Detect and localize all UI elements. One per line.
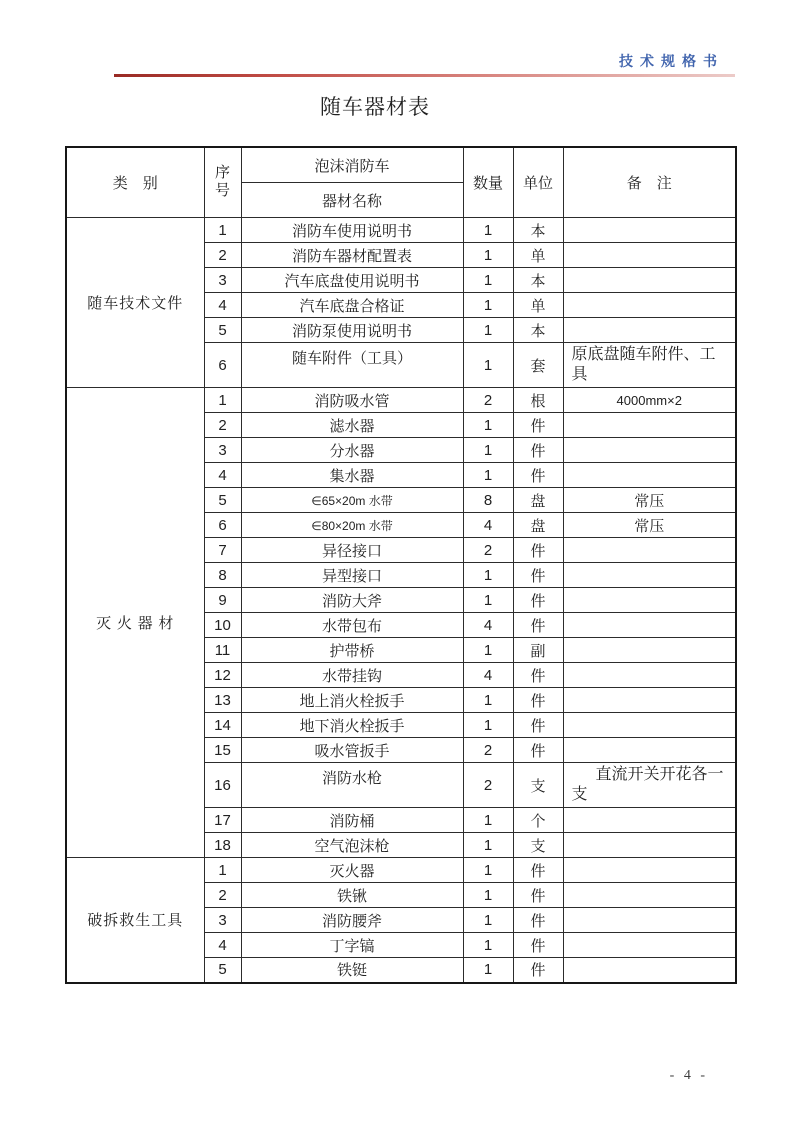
unit-cell: 件: [513, 908, 563, 933]
equipment-name-cell: 滤水器: [241, 413, 463, 438]
quantity-cell: 1: [463, 588, 513, 613]
unit-cell: 件: [513, 933, 563, 958]
table-row: [66, 388, 736, 413]
remark-cell: 常压: [563, 488, 736, 513]
remark-cell: [563, 438, 736, 463]
header-remark: 备 注: [563, 147, 736, 218]
equipment-name-cell: 消防桶: [241, 808, 463, 833]
equipment-name-cell: 消防腰斧: [241, 908, 463, 933]
quantity-cell: 1: [463, 293, 513, 318]
header-vehicle-type: 泡沫消防车: [241, 147, 463, 183]
equipment-name-cell: 吸水管扳手: [241, 738, 463, 763]
unit-cell: 套: [513, 343, 563, 388]
unit-cell: 件: [513, 958, 563, 983]
equipment-name-cell: 消防吸水管: [241, 388, 463, 413]
serial-cell: 9: [204, 588, 241, 613]
equipment-name-cell: 水带包布: [241, 613, 463, 638]
category-cell: 破拆救生工具: [66, 858, 204, 983]
quantity-cell: 4: [463, 613, 513, 638]
unit-cell: 副: [513, 638, 563, 663]
table-row: [66, 218, 736, 243]
unit-cell: 单: [513, 243, 563, 268]
serial-cell: 1: [204, 388, 241, 413]
equipment-name-cell: 护带桥: [241, 638, 463, 663]
equipment-name-cell: 集水器: [241, 463, 463, 488]
remark-cell: 原底盘随车附件、工具: [563, 343, 736, 388]
equipment-name-cell: 异型接口: [241, 563, 463, 588]
quantity-cell: 1: [463, 908, 513, 933]
unit-cell: 本: [513, 268, 563, 293]
header-category: 类 别: [66, 147, 204, 218]
serial-cell: 8: [204, 563, 241, 588]
unit-cell: 件: [513, 463, 563, 488]
remark-cell: [563, 933, 736, 958]
equipment-name-cell: 汽车底盘使用说明书: [241, 268, 463, 293]
quantity-cell: 1: [463, 343, 513, 388]
table-row: [66, 858, 736, 883]
serial-cell: 3: [204, 268, 241, 293]
serial-cell: 16: [204, 763, 241, 808]
quantity-cell: 1: [463, 833, 513, 858]
serial-cell: 5: [204, 958, 241, 983]
serial-cell: 5: [204, 318, 241, 343]
serial-cell: 3: [204, 438, 241, 463]
unit-cell: 件: [513, 413, 563, 438]
remark-cell: [563, 268, 736, 293]
remark-cell: [563, 588, 736, 613]
unit-cell: 本: [513, 318, 563, 343]
doc-type-label: 技术规格书: [619, 53, 724, 69]
unit-cell: 本: [513, 218, 563, 243]
unit-cell: 件: [513, 613, 563, 638]
quantity-cell: 2: [463, 738, 513, 763]
remark-cell: [563, 713, 736, 738]
serial-cell: 2: [204, 413, 241, 438]
quantity-cell: 1: [463, 563, 513, 588]
serial-cell: 12: [204, 663, 241, 688]
unit-cell: 件: [513, 563, 563, 588]
category-cell: 随车技术文件: [66, 218, 204, 388]
unit-cell: 个: [513, 808, 563, 833]
quantity-cell: 1: [463, 958, 513, 983]
header-serial-top: 序: [214, 165, 230, 182]
equipment-name-cell: 异径接口: [241, 538, 463, 563]
category-cell: 灭 火 器 材: [66, 388, 204, 858]
remark-cell: [563, 638, 736, 663]
equipment-name-cell: 铁铤: [241, 958, 463, 983]
equipment-name-cell: 汽车底盘合格证: [241, 293, 463, 318]
remark-cell: [563, 738, 736, 763]
header-row-top: [66, 147, 736, 183]
unit-cell: 件: [513, 858, 563, 883]
unit-cell: 件: [513, 438, 563, 463]
quantity-cell: 1: [463, 688, 513, 713]
serial-cell: 6: [204, 513, 241, 538]
remark-cell: 4000mm×2: [563, 388, 736, 413]
equipment-name-cell: 空气泡沫枪: [241, 833, 463, 858]
serial-cell: 4: [204, 933, 241, 958]
equipment-name-cell: 消防水枪: [241, 763, 463, 808]
remark-cell: [563, 243, 736, 268]
unit-cell: 件: [513, 688, 563, 713]
quantity-cell: 4: [463, 663, 513, 688]
quantity-cell: 2: [463, 763, 513, 808]
quantity-cell: 1: [463, 218, 513, 243]
remark-cell: [563, 463, 736, 488]
unit-cell: 根: [513, 388, 563, 413]
equipment-name-cell: 丁字镐: [241, 933, 463, 958]
serial-cell: 13: [204, 688, 241, 713]
quantity-cell: 1: [463, 318, 513, 343]
serial-cell: 2: [204, 883, 241, 908]
equipment-name-cell: 消防泵使用说明书: [241, 318, 463, 343]
serial-cell: 17: [204, 808, 241, 833]
quantity-cell: 1: [463, 883, 513, 908]
quantity-cell: 2: [463, 538, 513, 563]
unit-cell: 单: [513, 293, 563, 318]
header-equipment-name: 器材名称: [241, 183, 463, 218]
remark-cell: [563, 688, 736, 713]
remark-cell: [563, 833, 736, 858]
remark-cell: [563, 958, 736, 983]
unit-cell: 支: [513, 833, 563, 858]
equipment-name-cell: 分水器: [241, 438, 463, 463]
remark-cell: [563, 613, 736, 638]
quantity-cell: 1: [463, 438, 513, 463]
serial-cell: 15: [204, 738, 241, 763]
equipment-name-cell: 消防车器材配置表: [241, 243, 463, 268]
serial-cell: 3: [204, 908, 241, 933]
page-title: 随车器材表: [320, 95, 430, 119]
unit-cell: 件: [513, 538, 563, 563]
serial-cell: 2: [204, 243, 241, 268]
unit-cell: 件: [513, 713, 563, 738]
header-quantity: 数量: [463, 147, 513, 218]
quantity-cell: 1: [463, 413, 513, 438]
quantity-cell: 4: [463, 513, 513, 538]
quantity-cell: 1: [463, 713, 513, 738]
header-unit: 单位: [513, 147, 563, 218]
unit-cell: 件: [513, 663, 563, 688]
quantity-cell: 1: [463, 268, 513, 293]
page-footer: [670, 1068, 708, 1084]
quantity-cell: 8: [463, 488, 513, 513]
unit-cell: 件: [513, 883, 563, 908]
header-serial-bottom: 号: [214, 182, 230, 199]
serial-cell: 1: [204, 858, 241, 883]
equipment-name-cell: 水带挂钩: [241, 663, 463, 688]
equipment-name-cell: 消防车使用说明书: [241, 218, 463, 243]
equipment-name-cell: ∈80×20m 水带: [241, 513, 463, 538]
quantity-cell: 2: [463, 388, 513, 413]
serial-cell: 4: [204, 293, 241, 318]
serial-cell: 18: [204, 833, 241, 858]
equipment-name-cell: 随车附件（工具）: [241, 343, 463, 388]
quantity-cell: 1: [463, 638, 513, 663]
remark-cell: [563, 663, 736, 688]
unit-cell: 件: [513, 588, 563, 613]
unit-cell: 盘: [513, 513, 563, 538]
unit-cell: 盘: [513, 488, 563, 513]
quantity-cell: 1: [463, 933, 513, 958]
serial-cell: 7: [204, 538, 241, 563]
page-number: - 4 -: [669, 1068, 708, 1083]
equipment-name-cell: 消防大斧: [241, 588, 463, 613]
remark-cell: [563, 218, 736, 243]
quantity-cell: 1: [463, 808, 513, 833]
serial-cell: 6: [204, 343, 241, 388]
quantity-cell: 1: [463, 858, 513, 883]
serial-cell: 11: [204, 638, 241, 663]
serial-cell: 5: [204, 488, 241, 513]
equipment-name-cell: 地下消火栓扳手: [241, 713, 463, 738]
remark-cell: [563, 538, 736, 563]
remark-cell: [563, 293, 736, 318]
quantity-cell: 1: [463, 243, 513, 268]
remark-cell: 直流开关开花各一支: [563, 763, 736, 808]
remark-cell: [563, 908, 736, 933]
header-serial: [204, 147, 241, 218]
unit-cell: 件: [513, 738, 563, 763]
equipment-name-cell: 铁锹: [241, 883, 463, 908]
remark-cell: [563, 413, 736, 438]
unit-cell: 支: [513, 763, 563, 808]
header-rule: [114, 74, 735, 77]
remark-cell: [563, 858, 736, 883]
equipment-table: [65, 146, 737, 984]
serial-cell: 10: [204, 613, 241, 638]
quantity-cell: 1: [463, 463, 513, 488]
remark-cell: 常压: [563, 513, 736, 538]
remark-cell: [563, 883, 736, 908]
remark-cell: [563, 563, 736, 588]
equipment-name-cell: ∈65×20m 水带: [241, 488, 463, 513]
remark-cell: [563, 808, 736, 833]
equipment-name-cell: 地上消火栓扳手: [241, 688, 463, 713]
serial-cell: 1: [204, 218, 241, 243]
serial-cell: 14: [204, 713, 241, 738]
remark-cell: [563, 318, 736, 343]
equipment-name-cell: 灭火器: [241, 858, 463, 883]
serial-cell: 4: [204, 463, 241, 488]
